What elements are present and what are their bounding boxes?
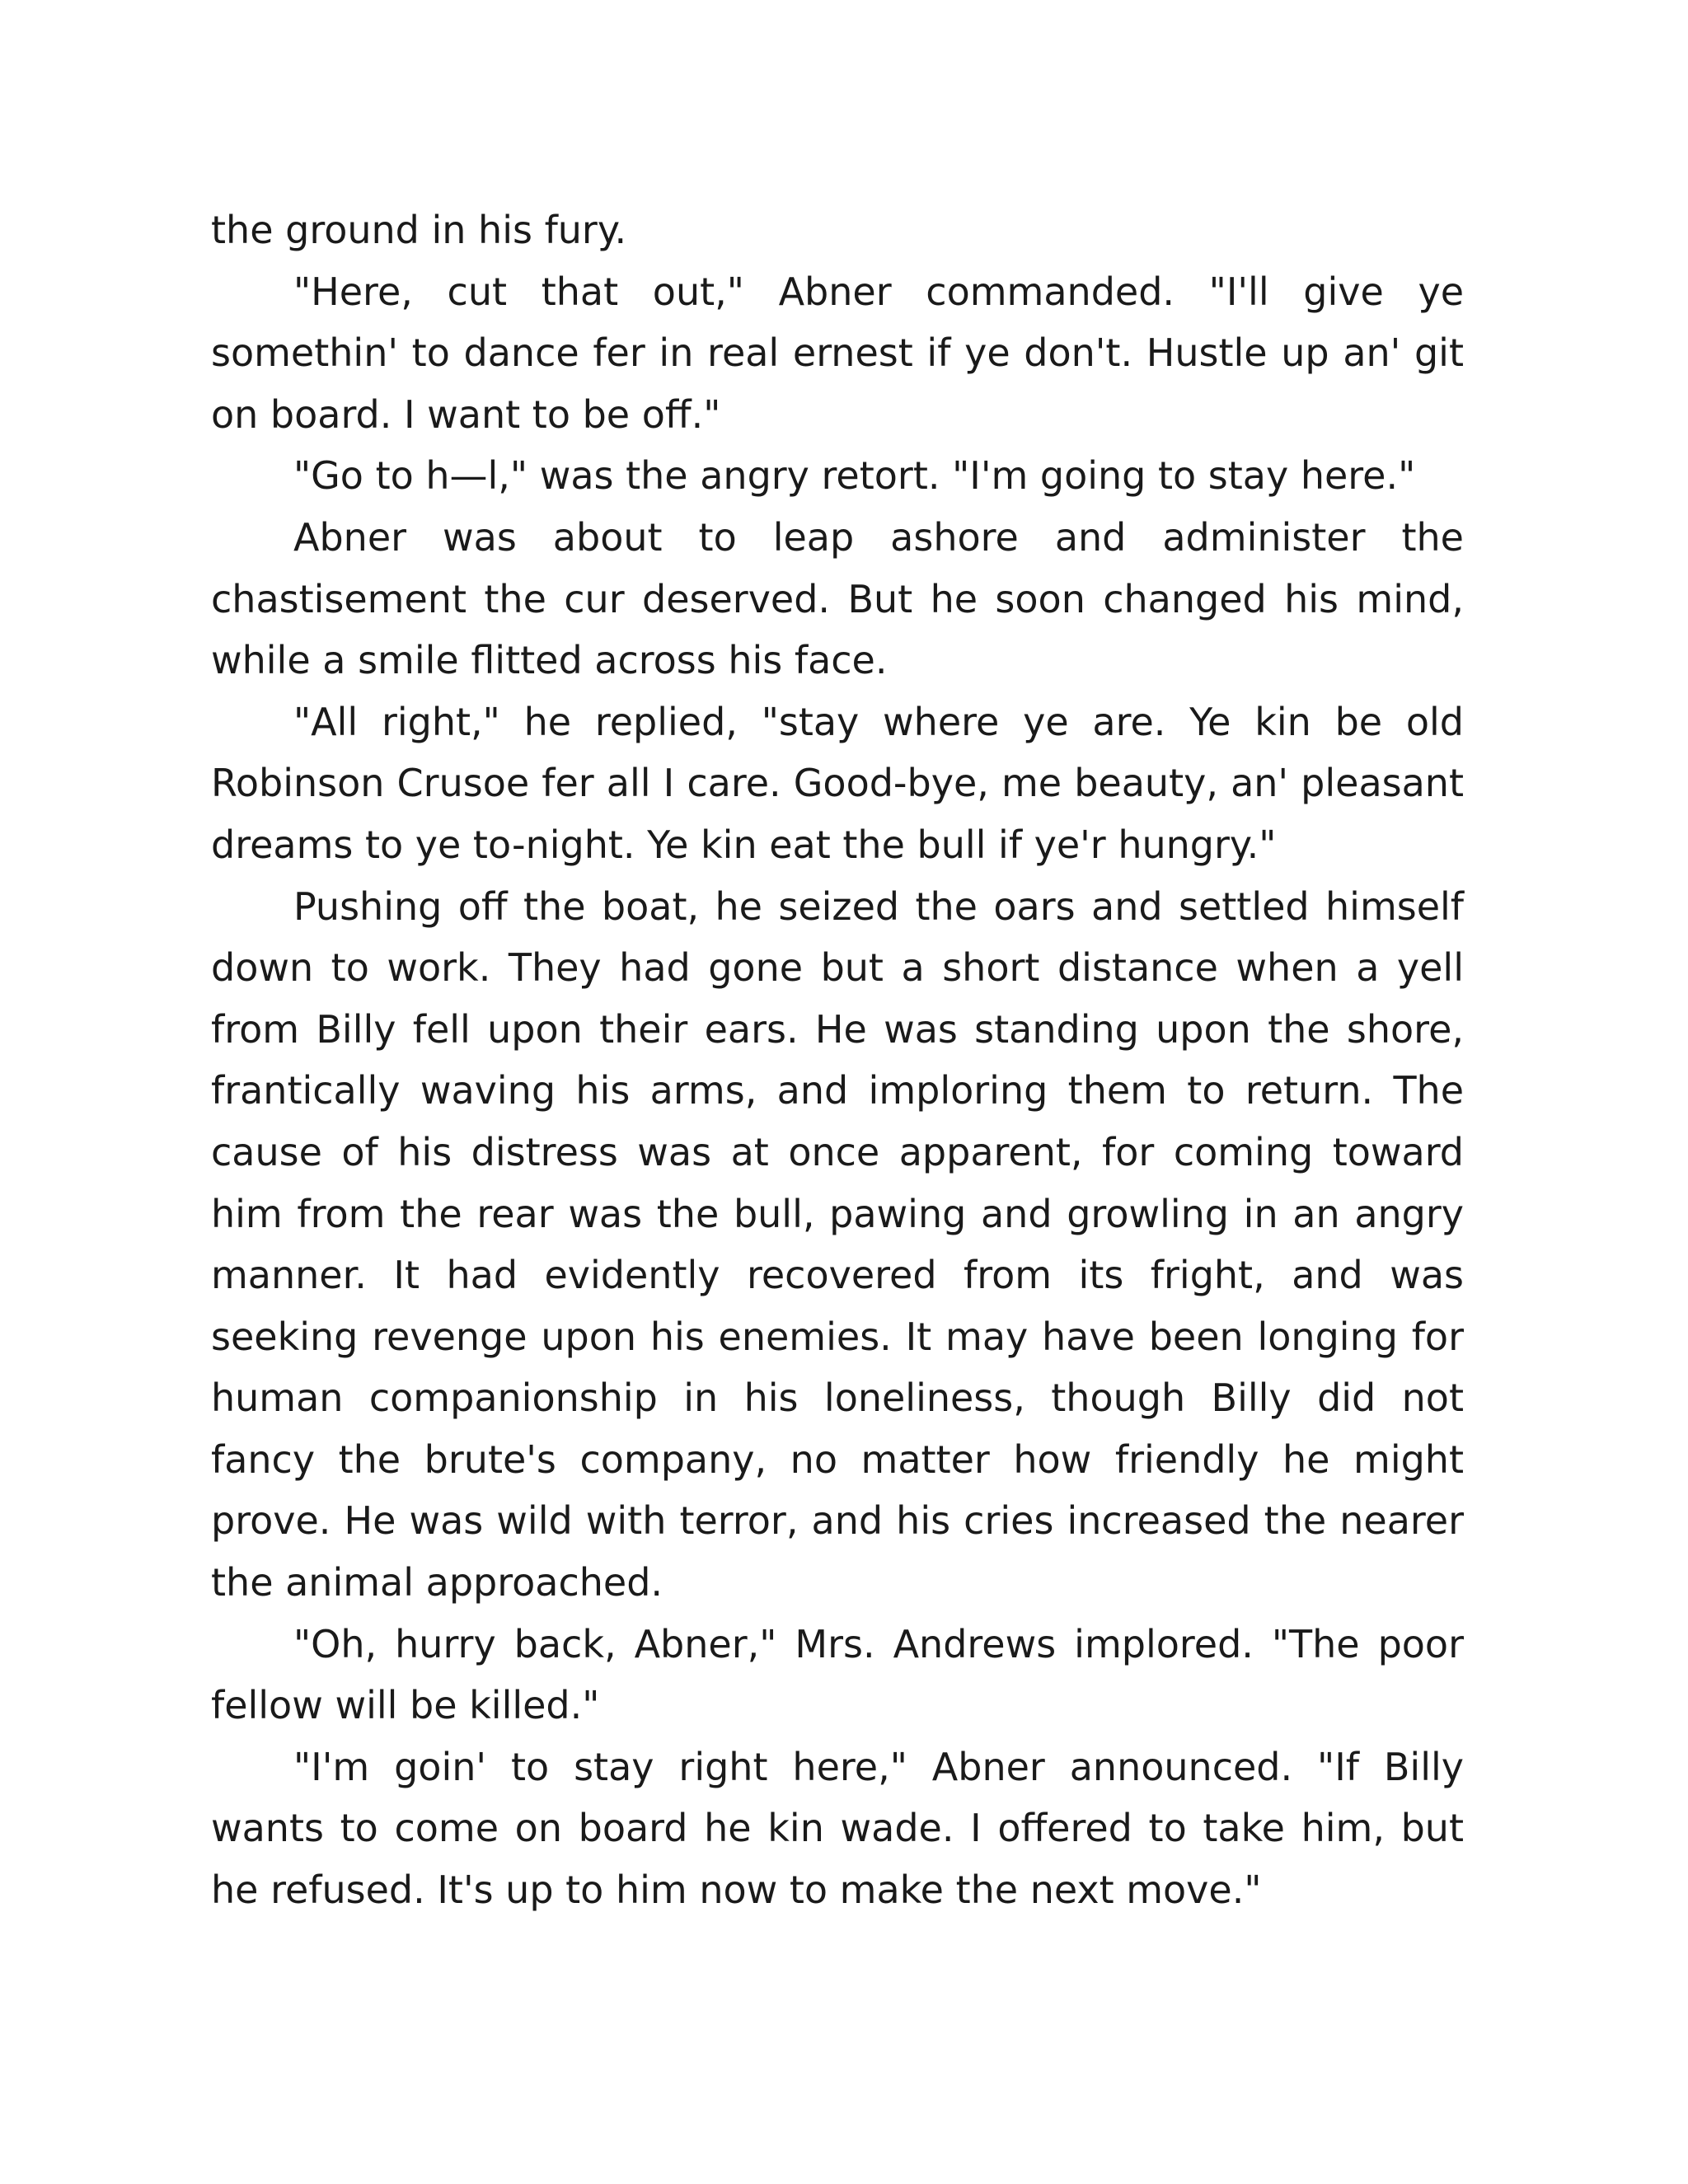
paragraph: "Here, cut that out," Abner commanded. "I'll give ye somethin' to dance fer in real ernest if ye don't. Hustle up an' git on board. I want to be off." — [211, 269, 1464, 437]
paragraph: "Go to h—l," was the angry retort. "I'm going to stay here." — [293, 453, 1416, 499]
page-text-body — [211, 199, 1464, 1921]
paragraph: "All right," he replied, "stay where ye are. Ye kin be old Robinson Crusoe fer all I care. Good-bye, me beauty, an' pleasant dreams to ye to-night. Ye kin eat the bull if ye'r hungry." — [211, 699, 1464, 867]
paragraph: Pushing off the boat, he seized the oars and settled himself down to work. They had gone but a short distance when a yell from Billy fell upon their ears. He was standing upon the shore, frantically waving his arms, and imploring them to return. The cause of his distress was at once apparent, for coming toward him from the rear was the bull, pawing and growling in an angry manner. It had evidently recovered from its fright, and was seeking revenge upon his enemies. It may have been longing for human companionship in his loneliness, though Billy did not fancy the brute's company, no matter how friendly he might prove. He was wild with terror, and his cries increased the nearer the animal approached. — [211, 883, 1464, 1605]
paragraph: "Oh, hurry back, Abner," Mrs. Andrews implored. "The poor fellow will be killed." — [211, 1621, 1464, 1728]
paragraph: Abner was about to leap ashore and administer the chastisement the cur deserved. But he soon changed his mind, while a smile flitted across his face. — [211, 514, 1464, 683]
paragraph-continuation: the ground in his fury. — [211, 208, 627, 252]
paragraph: "I'm goin' to stay right here," Abner announced. "If Billy wants to come on board he kin wade. I offered to take him, but he refused. It's up to him now to make the next move." — [211, 1744, 1464, 1913]
